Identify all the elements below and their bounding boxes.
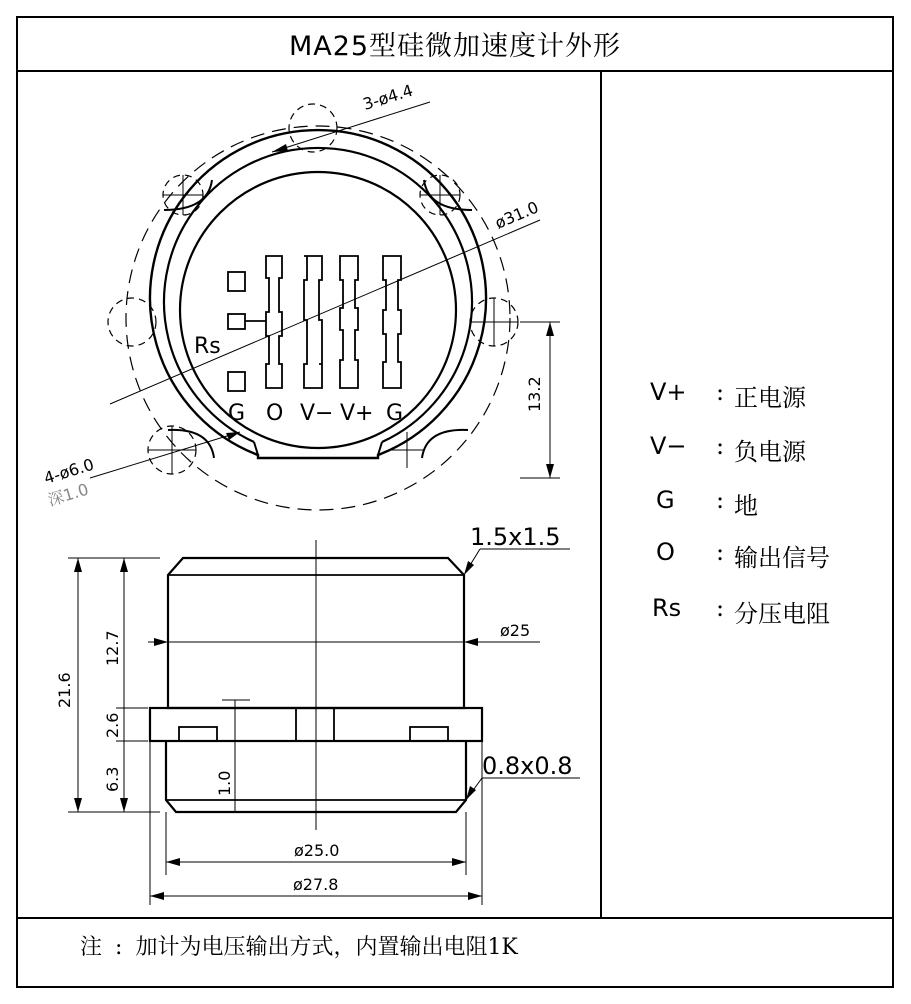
total-height-label: 21.6: [55, 672, 74, 708]
top-view: [90, 102, 560, 510]
drawing-sheet: MA25型硅微加速度计外形 3-ø4.4 ø31.0 4-ø6.0 深1.0 13.2 Rs G O V− V+ G 21.6 12.7 2.6 6.3 1.0 ø25 ø25.0 ø27.8 1.5x1.5 0.8x0.8 V+ : 正电源 V− : 负电源 G : 地 O : 输出信号 Rs : 分压电阻 注 : 加计为电压输出方式，内置输出电阻1K: [0, 0, 911, 1004]
side-arrowheads: [74, 558, 482, 900]
pin-3-label: V−: [300, 401, 334, 426]
side-view-labels: [55, 621, 530, 894]
pin-4-label: V+: [340, 401, 374, 426]
groove-label: 1.0: [215, 770, 234, 796]
base-diameter-label: ø25.0: [294, 841, 340, 860]
top-diameter-label: ø25: [500, 621, 531, 640]
side-holes-label: 4-ø6.0: [41, 454, 97, 488]
note-text: 加计为电压输出方式，内置输出电阻1K: [135, 935, 518, 960]
flange-diameter-label: ø27.8: [293, 875, 339, 894]
pin-1-label: G: [228, 401, 246, 426]
mounting-circle: [126, 126, 510, 510]
outer-diameter-label: ø31.0: [492, 197, 542, 233]
chamfer-top-label: 1.5x1.5: [470, 523, 561, 551]
chamfer-labels: [470, 523, 573, 780]
pin-2-label: O: [266, 401, 284, 426]
rs-label: Rs: [194, 334, 221, 359]
upper-height-label: 12.7: [103, 630, 122, 666]
pads: [228, 256, 401, 391]
note-label: 注: [80, 935, 103, 960]
height-label: 13.2: [525, 376, 544, 412]
note-colon: :: [115, 935, 123, 960]
flange-height-label: 2.6: [103, 712, 122, 738]
holes-label: 3-ø4.4: [360, 80, 416, 114]
lower-height-label: 6.3: [103, 766, 122, 792]
note-line: [80, 930, 518, 961]
pin-5-label: G: [386, 401, 404, 426]
chamfer-bottom-label: 0.8x0.8: [482, 752, 573, 780]
page-title: MA25型硅微加速度计外形: [288, 30, 622, 62]
depth-label: 深1.0: [45, 479, 91, 510]
